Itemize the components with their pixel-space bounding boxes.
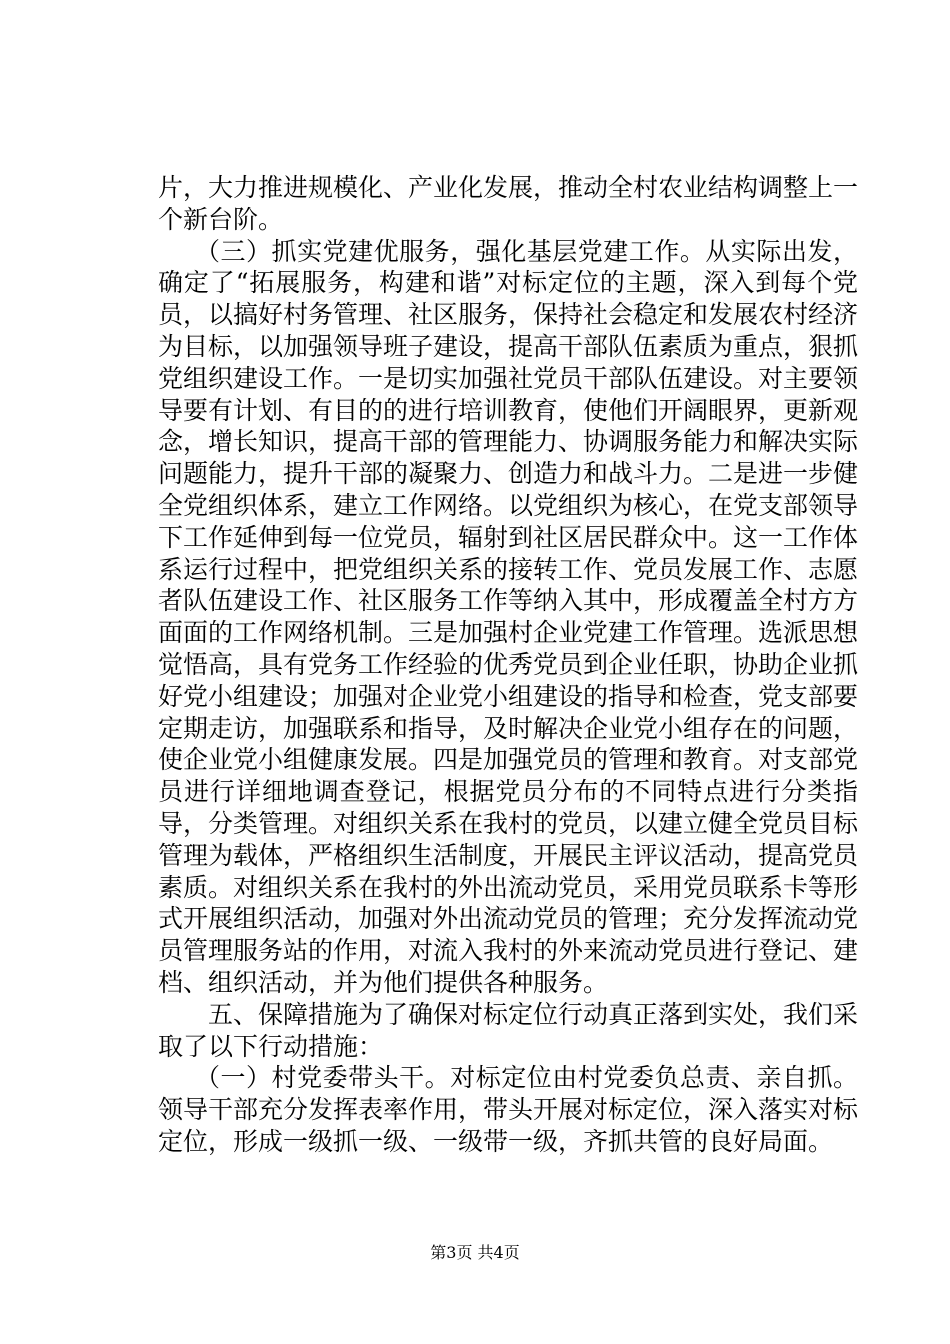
page-number-footer: 第3页 共4页 xyxy=(430,1243,520,1262)
paragraph-continuation: 片，大力推进规模化、产业化发展，推动全村农业结构调整上一个新台阶。 xyxy=(158,173,859,234)
paragraph-party-building: （三）抓实党建优服务，强化基层党建工作。从实际出发，确定了“拓展服务，构建和谐”对标定位的主题，深入到每个党员，以搞好村务管理、社区服务，保持社会稳定和发展农村经济为目标，以加强领导班子建设，提高干部队伍素质为重点，狠抓党组织建设工作。一是切实加强社党员干部队伍建设。对主要领导要有计划、有目的的进行培训教育，使他们开阔眼界，更新观念，增长知识，提高干部的管理能力、协调服务能力和解决实际问题能力，提升干部的凝聚力、创造力和战斗力。二是进一步健全党组织体系，建立工作网络。以党组织为核心，在党支部领导下工作延伸到每一位党员，辐射到社区居民群众中。这一工作体系运行过程中，把党组织关系的接转工作、党员发展工作、志愿者队伍建设工作、社区服务工作等纳入其中，形成覆盖全村方方面面的工作网络机制。三是加强村企业党建工作管理。选派思想觉悟高，具有党务工作经验的优秀党员到企业任职，协助企业抓好党小组建设；加强对企业党小组建设的指导和检查，党支部要定期走访，加强联系和指导，及时解决企业党小组存在的问题，使企业党小组健康发展。四是加强党员的管理和教育。对支部党员进行详细地调查登记，根据党员分布的不同特点进行分类指导，分类管理。对组织关系在我村的党员，以建立健全党员目标管理为载体，严格组织生活制度，开展民主评议活动，提高党员素质。对组织关系在我村的外出流动党员，采用党员联系卡等形式开展组织活动，加强对外出流动党员的管理；充分发挥流动党员管理服务站的作用，对流入我村的外来流动党员进行登记、建档、组织活动，并为他们提供各种服务。 xyxy=(158,236,859,997)
paragraph-committee-lead: （一）村党委带头干。对标定位由村党委负总责、亲自抓。领导干部充分发挥表率作用，带头开展对标定位，深入落实对标定位，形成一级抓一级、一级带一级，齐抓共管的良好局面。 xyxy=(158,1063,859,1156)
paragraph-safeguard-measures: 五、保障措施为了确保对标定位行动真正落到实处，我们采取了以下行动措施： xyxy=(158,999,859,1061)
document-body xyxy=(158,172,858,1158)
